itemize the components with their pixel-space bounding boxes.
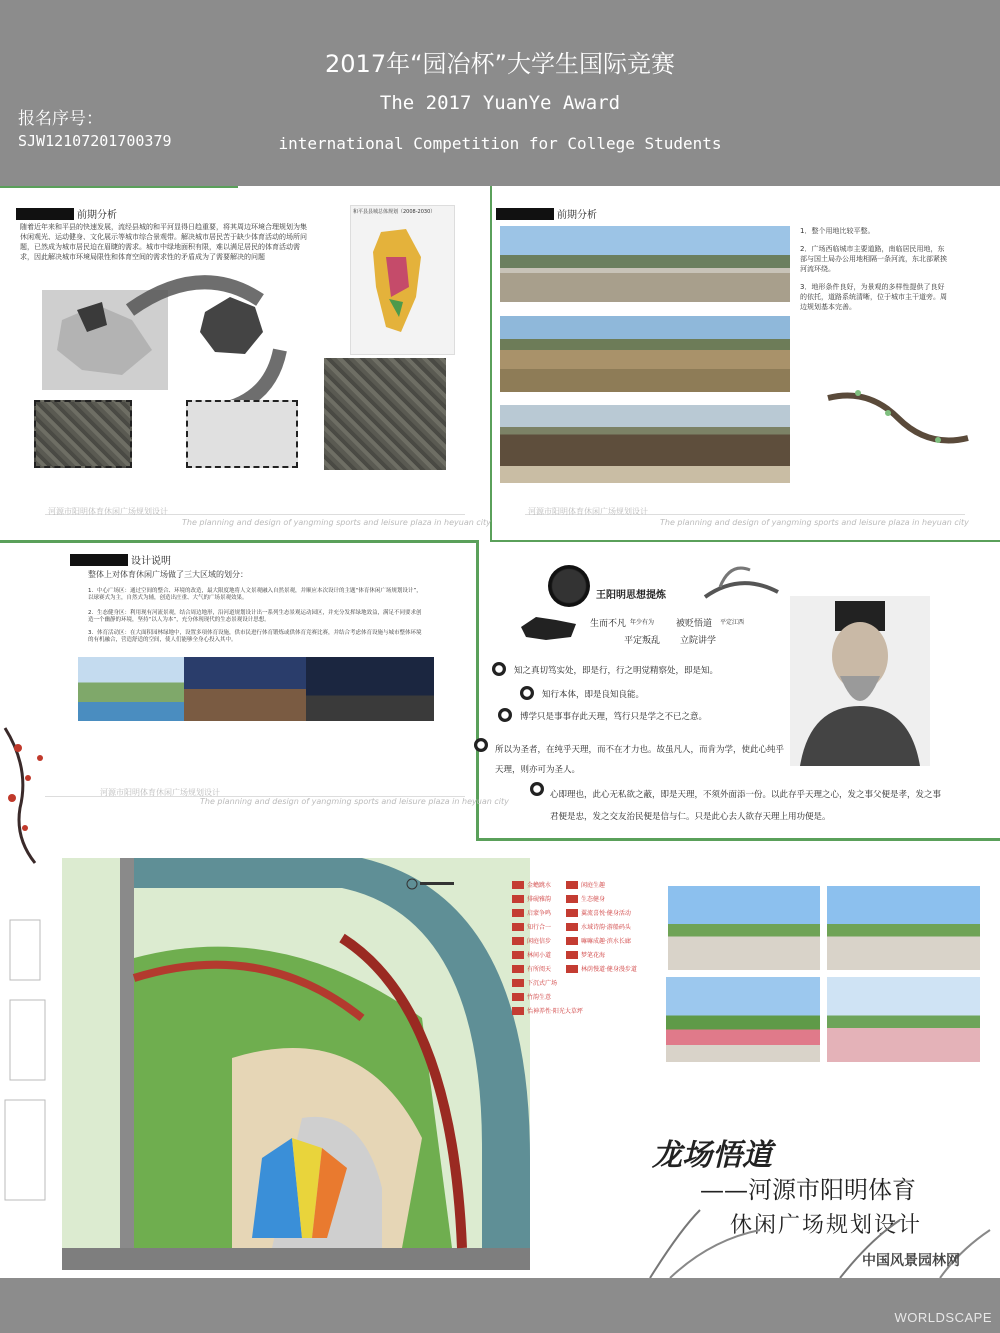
panel2-footer-cn: 河源市阳明体育休闲广场规划设计 bbox=[528, 507, 648, 516]
panel1-footer-cn: 河源市阳明体育休闲广场规划设计 bbox=[48, 507, 168, 516]
panel3-item-3: 3．体育活动区：在大面积园林绿地中，设置多项体育设施，供市民进行体育锻炼或供体育竞赛比赛，并结合考虑体育设施与城市整体环境的有机融合，营造舒适的空间，使人们能够全身心投入其中。 bbox=[88, 630, 422, 643]
watermark-text: 中国风景园林网 bbox=[862, 1253, 960, 1269]
footer-logo-text: WORLDSCAPE bbox=[894, 1310, 992, 1325]
plum-blossom-left bbox=[0, 718, 95, 868]
site-photo-2 bbox=[500, 316, 790, 392]
panel3-item-1: 1．中心广场区：通过空间的整合、环境的改造，最大限度地将人文景观融入自然景观，并顺应本次设计的主题“体育休闲广场规划设计”，以球赛式为主，自然式为辅，创造出庄重、大气的广场景观效果。 bbox=[88, 588, 422, 601]
panel3-item-2: 2．生态健身区：利用现有河流景观，结合周边地形，沿河道规划设计出一系列生态景观运动园区，并充分发挥绿地效益，满足不同要求创造一个幽静的环境，坚持“以人为本”，充分体现现代的生态景观设计思想。 bbox=[88, 610, 422, 623]
page-title: 2017年“园冶杯”大学生国际竞赛 bbox=[325, 50, 675, 78]
legend-swatch bbox=[512, 937, 524, 945]
reference-photo-2 bbox=[184, 657, 306, 721]
site-note-2: 2．广场西临城市主要道路，南临居民用地，东部与国土局办公用地相隔一条河流，东北部紧挨河流环绕。 bbox=[800, 245, 947, 273]
quote-2: 知行本体，即是良知良能。 bbox=[542, 690, 645, 700]
legend-swatch bbox=[566, 923, 578, 931]
legend-swatch bbox=[566, 881, 578, 889]
frame-line bbox=[0, 186, 238, 188]
panel3-footer-en: The planning and design of yangming sports and leisure plaza in heyuan city bbox=[200, 797, 509, 806]
site-photo-1 bbox=[500, 226, 790, 302]
legend-item: 知行合一 bbox=[512, 922, 551, 931]
legend-swatch bbox=[566, 937, 578, 945]
panel2-footer-en: The planning and design of yangming sports and leisure plaza in heyuan city bbox=[660, 518, 969, 527]
frame-line bbox=[476, 838, 1000, 841]
reference-photo-3 bbox=[306, 657, 434, 721]
panel1-heading bbox=[16, 206, 117, 221]
panel3-heading bbox=[70, 552, 171, 567]
province-shape bbox=[516, 612, 582, 644]
heading-bar bbox=[70, 554, 128, 566]
legend-item: 嘛嘛成趣·滨水长廊 bbox=[566, 936, 631, 945]
quote-bullet-icon bbox=[530, 782, 544, 796]
life-stage-1-detail: 年少有为 bbox=[630, 619, 655, 626]
legend-swatch bbox=[566, 951, 578, 959]
quote-3: 博学只是事事存此天理，笃行只是学之不已之意。 bbox=[520, 712, 708, 722]
quote-bullet-icon bbox=[520, 686, 534, 700]
panel3-footer-cn: 河源市阳明体育休闲广场规划设计 bbox=[100, 788, 220, 797]
header-banner bbox=[0, 0, 1000, 186]
master-plan-shape bbox=[351, 217, 451, 347]
project-title-main: 龙场悟道 bbox=[652, 1138, 772, 1173]
legend-item: 生态健身 bbox=[566, 894, 605, 903]
legend-swatch bbox=[566, 965, 578, 973]
heading-bar bbox=[496, 208, 554, 220]
legend-swatch bbox=[512, 993, 524, 1001]
plum-branch-shape bbox=[818, 368, 993, 463]
ink-tree-shape bbox=[700, 552, 782, 604]
legend-item: 水域诗韵·游船码头 bbox=[566, 922, 631, 931]
ink-province-shape bbox=[516, 612, 582, 644]
life-stage-2-detail: 平定江西 bbox=[720, 619, 745, 626]
render-1 bbox=[668, 886, 820, 970]
quote-bullet-icon bbox=[492, 662, 506, 676]
panel4-title: 王阳明思想提炼 bbox=[596, 590, 666, 601]
ink-tree-painting bbox=[700, 552, 782, 604]
legend-item: 金蟾跳水 bbox=[512, 880, 551, 889]
render-2 bbox=[827, 886, 980, 970]
panel3-heading-text: 设计说明 bbox=[131, 556, 171, 567]
legend-item: 启蒙争鸣 bbox=[512, 908, 551, 917]
life-stage-1: 生而不凡 bbox=[590, 619, 627, 629]
scale-bar bbox=[406, 876, 456, 890]
satellite-image-2 bbox=[324, 358, 446, 470]
project-title-line2: ——河源市阳明体育 bbox=[700, 1176, 916, 1204]
legend-item: 林间小道 bbox=[512, 950, 551, 959]
legend-swatch bbox=[566, 895, 578, 903]
panel2-heading-text: 前期分析 bbox=[557, 210, 597, 221]
subtitle-line1: The 2017 YuanYe Award bbox=[379, 92, 621, 114]
legend-item: 梦笔花海 bbox=[566, 950, 605, 959]
scale-bar-shape bbox=[406, 877, 456, 890]
legend-swatch bbox=[512, 1007, 524, 1015]
legend-item: 怡神养性·阳光大草坪 bbox=[512, 1006, 583, 1015]
quote-5: 心即理也，此心无私欲之蔽，即是天理，不须外面添一份。以此存乎天理之心，发之事父便是孝，发之事君便是忠，发之交友治民便是信与仁。只是此心去人欲存天理上用功便是。 bbox=[550, 790, 942, 822]
life-stage-4: 立院讲学 bbox=[680, 636, 717, 646]
wang-yangming-portrait bbox=[790, 596, 930, 766]
legend-swatch bbox=[566, 909, 578, 917]
panel2-heading bbox=[496, 206, 597, 221]
render-3 bbox=[666, 977, 820, 1062]
panel3-intro: 整体上对体育休闲广场做了三大区域的划分： bbox=[88, 570, 248, 579]
legend-swatch bbox=[512, 979, 524, 987]
master-plan-label: 和平县县城总体规划（2008-2030） bbox=[353, 209, 436, 215]
project-title-line3: 休闲广场规划设计 bbox=[730, 1213, 923, 1238]
worldscape-logo bbox=[895, 1310, 992, 1325]
frame-line bbox=[490, 540, 1000, 542]
satellite-image-1 bbox=[34, 400, 132, 468]
reference-photo-1 bbox=[78, 657, 184, 721]
frame-line bbox=[0, 540, 478, 543]
master-plan-map bbox=[350, 205, 455, 355]
panel1-footer-en: The planning and design of yangming sports and leisure plaza in heyuan city bbox=[182, 518, 491, 527]
frame-line bbox=[476, 540, 479, 840]
building-block-outline bbox=[0, 900, 62, 1270]
registration-number: SJW12107201700379 bbox=[18, 132, 172, 150]
legend-swatch bbox=[512, 895, 524, 903]
quote-bullet-icon bbox=[498, 708, 512, 722]
ink-circle-emblem bbox=[548, 565, 590, 607]
quote-4: 所以为圣者，在纯乎天理，而不在才力也。故虽凡人，而肯为学，使此心纯乎天理，则亦可为圣人。 bbox=[495, 745, 785, 775]
legend-item: 竹韵生意 bbox=[512, 992, 551, 1001]
panel1-paragraph: 随着近年来和平县的快速发展，流经县城的和平河显得日趋重要，将其周边环境合理规划为集休闲观光、运动健身、文化展示等城市综合景观带。解决城市居民苦于缺少体育活动的场所问题，已然成为城市居民迫在眉睫的需求。城市中绿地面积有限，难以满足居民的体育活动需求，因此解决城市环境局限性和体育空间的需求性的矛盾成为了需要解决的问题 bbox=[20, 223, 307, 261]
legend-item: 闲庭信步 bbox=[512, 936, 551, 945]
heading-bar bbox=[16, 208, 74, 220]
life-stage-2: 被贬悟道 bbox=[676, 619, 713, 629]
frame-line bbox=[490, 186, 492, 541]
quote-1: 知之真切笃实处，即是行，行之明觉精察处，即是知。 bbox=[514, 666, 719, 676]
legend-item: 有所阅天 bbox=[512, 964, 551, 973]
quote-bullet-icon bbox=[474, 738, 488, 752]
legend-item: 闲庭生趣 bbox=[566, 880, 605, 889]
subtitle-line2: international Competition for College Students bbox=[278, 134, 722, 153]
buildings-shape bbox=[0, 900, 62, 1270]
panel1-heading-text: 前期分析 bbox=[77, 210, 117, 221]
site-note-3: 3．地形条件良好，为景观的多样性提供了良好的依托，道路系统清晰，位于城市主干道旁。周边规划基本完善。 bbox=[800, 283, 947, 311]
registration-label: 报名序号： bbox=[18, 109, 103, 129]
master-plan-drawing bbox=[62, 858, 530, 1270]
footer-band bbox=[0, 1278, 1000, 1333]
legend-item: 林荫慢道·健身漫步道 bbox=[566, 964, 637, 973]
portrait-shape bbox=[790, 596, 930, 766]
plum-left-shape bbox=[0, 718, 95, 868]
legend-swatch bbox=[512, 909, 524, 917]
legend-item: 翼流喜悦·健身活动 bbox=[566, 908, 631, 917]
plum-blossom-painting bbox=[818, 368, 993, 463]
legend-item: 排砚雅韵 bbox=[512, 894, 551, 903]
legend-swatch bbox=[512, 881, 524, 889]
site-note-1: 1．整个用地比较平整。 bbox=[800, 227, 875, 235]
legend-swatch bbox=[512, 951, 524, 959]
render-4 bbox=[827, 977, 980, 1062]
legend-swatch bbox=[512, 923, 524, 931]
legend-swatch bbox=[512, 965, 524, 973]
road-map-image bbox=[186, 400, 298, 468]
life-stage-3: 平定叛乱 bbox=[624, 636, 661, 646]
legend-item: 下沉式广场 bbox=[512, 978, 557, 987]
site-photo-3 bbox=[500, 405, 790, 483]
master-plan-shapes bbox=[62, 858, 530, 1270]
